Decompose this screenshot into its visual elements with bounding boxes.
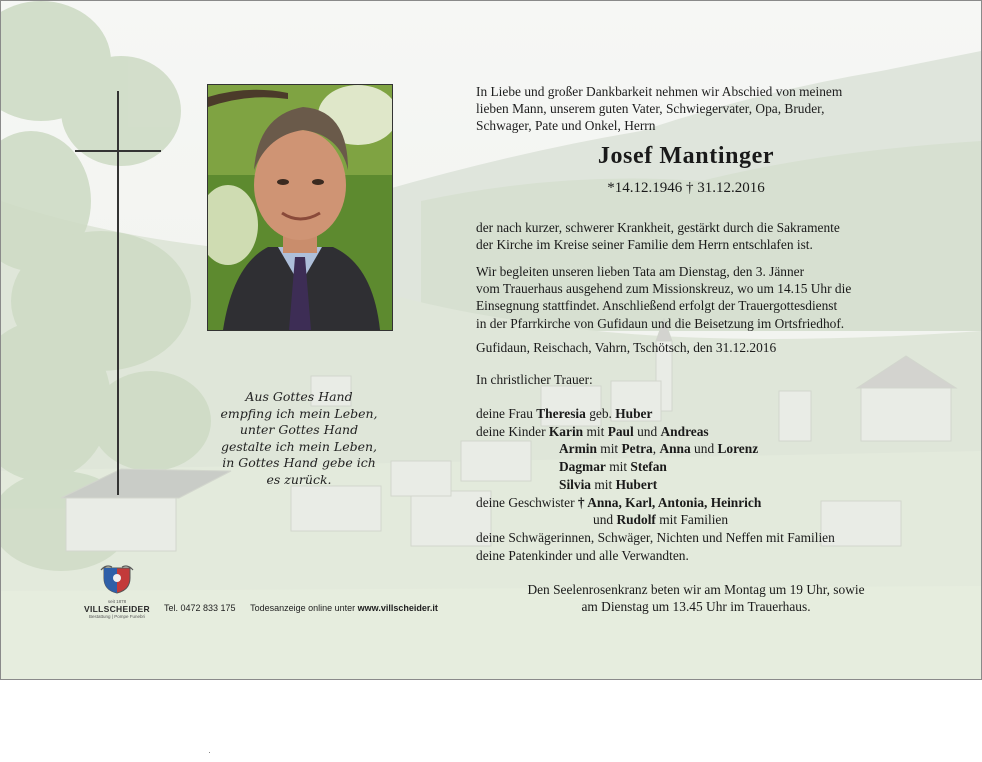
intro-line: Schwager, Pate und Onkel, Herrn (476, 118, 656, 134)
intro-line: lieben Mann, unserem guten Vater, Schwiegervater, Opa, Bruder, (476, 101, 825, 117)
family-siblings: deine Geschwister † Anna, Karl, Antonia, Heinrich (476, 494, 762, 510)
cross-horizontal (75, 150, 161, 152)
closing-line: am Dienstag um 13.45 Uhr im Trauerhaus. (581, 599, 811, 615)
mourning-intro: In christlicher Trauer: (476, 372, 593, 387)
phone-number: Tel. 0472 833 175 (164, 603, 236, 613)
life-dates: *14.12.1946 † 31.12.2016 (607, 180, 765, 196)
family-kid-dagmar: Dagmar mit Stefan (559, 459, 667, 475)
intro-line: In Liebe und großer Dankbarkeit nehmen wir Abschied von meinem (476, 84, 843, 99)
death-notice (476, 219, 921, 253)
web-url[interactable]: www.villscheider.it (357, 603, 438, 613)
deceased-name: Josef Mantinger (597, 143, 775, 169)
family-kid-silvia: Silvia mit Hubert (559, 476, 658, 492)
poem-line: empfing ich mein Leben, (220, 405, 378, 421)
logo-name: VILLSCHEIDER (84, 604, 150, 614)
coat-of-arms-icon (100, 564, 134, 594)
portrait-photo (207, 84, 393, 331)
family-wife: deine Frau Theresia geb. Huber (476, 406, 653, 421)
funeral-line: Einsegnung stattfindet. Anschließend erfolgt der Trauergottesdienst (476, 298, 838, 314)
funeral-line: Wir begleiten unseren lieben Tata am Dienstag, den 3. Jänner (476, 264, 805, 279)
villscheider-logo (79, 564, 155, 619)
rosary-info (476, 581, 916, 615)
family-inlaws: deine Schwägerinnen, Schwäger, Nichten und Neffen mit Familien (476, 529, 835, 545)
web-prefix: Todesanzeige online unter (250, 603, 358, 613)
closing-line: Den Seelenrosenkranz beten wir am Montag um 19 Uhr, sowie (527, 582, 865, 597)
logo-subtitle: Bestattung | Pompe Funebri (89, 614, 145, 619)
poem-line: gestalte ich mein Leben, (220, 438, 378, 454)
poem-line: in Gottes Hand gebe ich (222, 455, 376, 470)
stray-dot (209, 752, 210, 753)
poem-line: es zurück. (266, 471, 332, 487)
family-godchildren: deine Patenkinder und alle Verwandten. (476, 547, 689, 563)
family-list (476, 405, 835, 564)
poem-line: Aus Gottes Hand (245, 389, 353, 404)
logo-established: seit 1878 (107, 599, 127, 604)
poem-line: unter Gottes Hand (239, 422, 359, 437)
family-siblings-2: und Rudolf mit Familien (593, 512, 729, 528)
funeral-info (476, 263, 921, 332)
intro-text (476, 83, 916, 135)
funeral-line: in der Pfarrkirche von Gufidaun und die Beisetzung im Ortsfriedhof. (476, 315, 845, 331)
contact-line (164, 603, 438, 613)
poem (206, 389, 392, 488)
place-date: Gufidaun, Reischach, Vahrn, Tschötsch, den 31.12.2016 (476, 340, 777, 355)
funeral-line: vom Trauerhaus ausgehend zum Missionskreuz, wo um 14.15 Uhr die (476, 281, 852, 297)
family-kids: deine Kinder Karin mit Paul und Andreas (476, 423, 709, 439)
family-kid-armin: Armin mit Petra, Anna und Lorenz (559, 441, 759, 457)
death-line: der nach kurzer, schwerer Krankheit, gestärkt durch die Sakramente (476, 220, 840, 235)
death-line: der Kirche im Kreise seiner Familie dem Herrn entschlafen ist. (476, 237, 813, 253)
